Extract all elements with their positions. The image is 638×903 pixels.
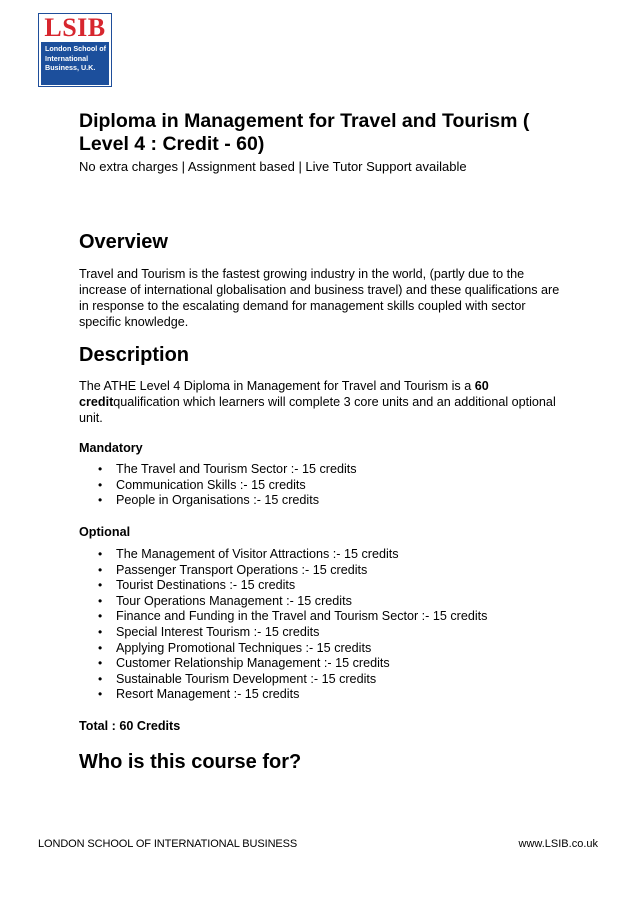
optional-list — [98, 547, 568, 703]
footer-website: www.LSIB.co.uk — [518, 838, 598, 850]
list-item: • Communication Skills :- 15 credits — [98, 478, 568, 494]
logo-subtitle — [45, 44, 107, 73]
logo-sub-line: International — [45, 53, 89, 63]
page-subtitle: No extra charges | Assignment based | Live Tutor Support available — [79, 159, 467, 174]
list-item: • Resort Management :- 15 credits — [98, 687, 568, 703]
logo-sub-line: London School of — [45, 44, 107, 53]
list-item: • Customer Relationship Management :- 15 credits — [98, 656, 568, 672]
list-item: • Tourist Destinations :- 15 credits — [98, 578, 568, 594]
total-credits: Total : 60 Credits — [79, 719, 181, 733]
mandatory-list — [98, 462, 568, 509]
who-heading: Who is this course for? — [79, 751, 302, 773]
list-item: • The Travel and Tourism Sector :- 15 credits — [98, 462, 568, 478]
logo-name: LSIB — [44, 13, 106, 42]
overview-heading: Overview — [79, 231, 168, 253]
description-text-before: The ATHE Level 4 Diploma in Management for Travel and Tourism is a — [79, 379, 475, 393]
list-item: • Sustainable Tourism Development :- 15 credits — [98, 672, 568, 688]
lsib-logo — [38, 13, 112, 87]
list-item: • Applying Promotional Techniques :- 15 credits — [98, 641, 568, 657]
optional-heading: Optional — [79, 525, 131, 539]
mandatory-heading: Mandatory — [79, 441, 143, 455]
title-block — [79, 110, 569, 175]
list-item: • Finance and Funding in the Travel and Tourism Sector :- 15 credits — [98, 609, 568, 625]
logo-sub-line: Business, U.K. — [45, 63, 96, 72]
list-item: • Special Interest Tourism :- 15 credits — [98, 625, 568, 641]
description-text — [79, 378, 569, 426]
logo-top — [39, 14, 111, 40]
overview-text: Travel and Tourism is the fastest growing industry in the world, (partly due to the increase of international globalisation and business travel) and these qualifications are in response to the escalating demand for management skills coupled with sector specific knowledge. — [79, 267, 560, 329]
list-item: • People in Organisations :- 15 credits — [98, 493, 568, 509]
list-item: • The Management of Visitor Attractions :- 15 credits — [98, 547, 568, 563]
description-heading: Description — [79, 344, 190, 366]
description-text-bold: 60 credit — [79, 379, 489, 409]
description-text-after: qualification which learners will complete 3 core units and an additional optional unit. — [79, 395, 556, 425]
list-item: • Tour Operations Management :- 15 credits — [98, 594, 568, 610]
footer-org-name: LONDON SCHOOL OF INTERNATIONAL BUSINESS — [38, 838, 298, 850]
logo-subtitle-box — [41, 42, 109, 85]
list-item: • Passenger Transport Operations :- 15 credits — [98, 563, 568, 579]
page-title: Diploma in Management for Travel and Tourism ( Level 4 : Credit - 60) — [79, 110, 530, 155]
